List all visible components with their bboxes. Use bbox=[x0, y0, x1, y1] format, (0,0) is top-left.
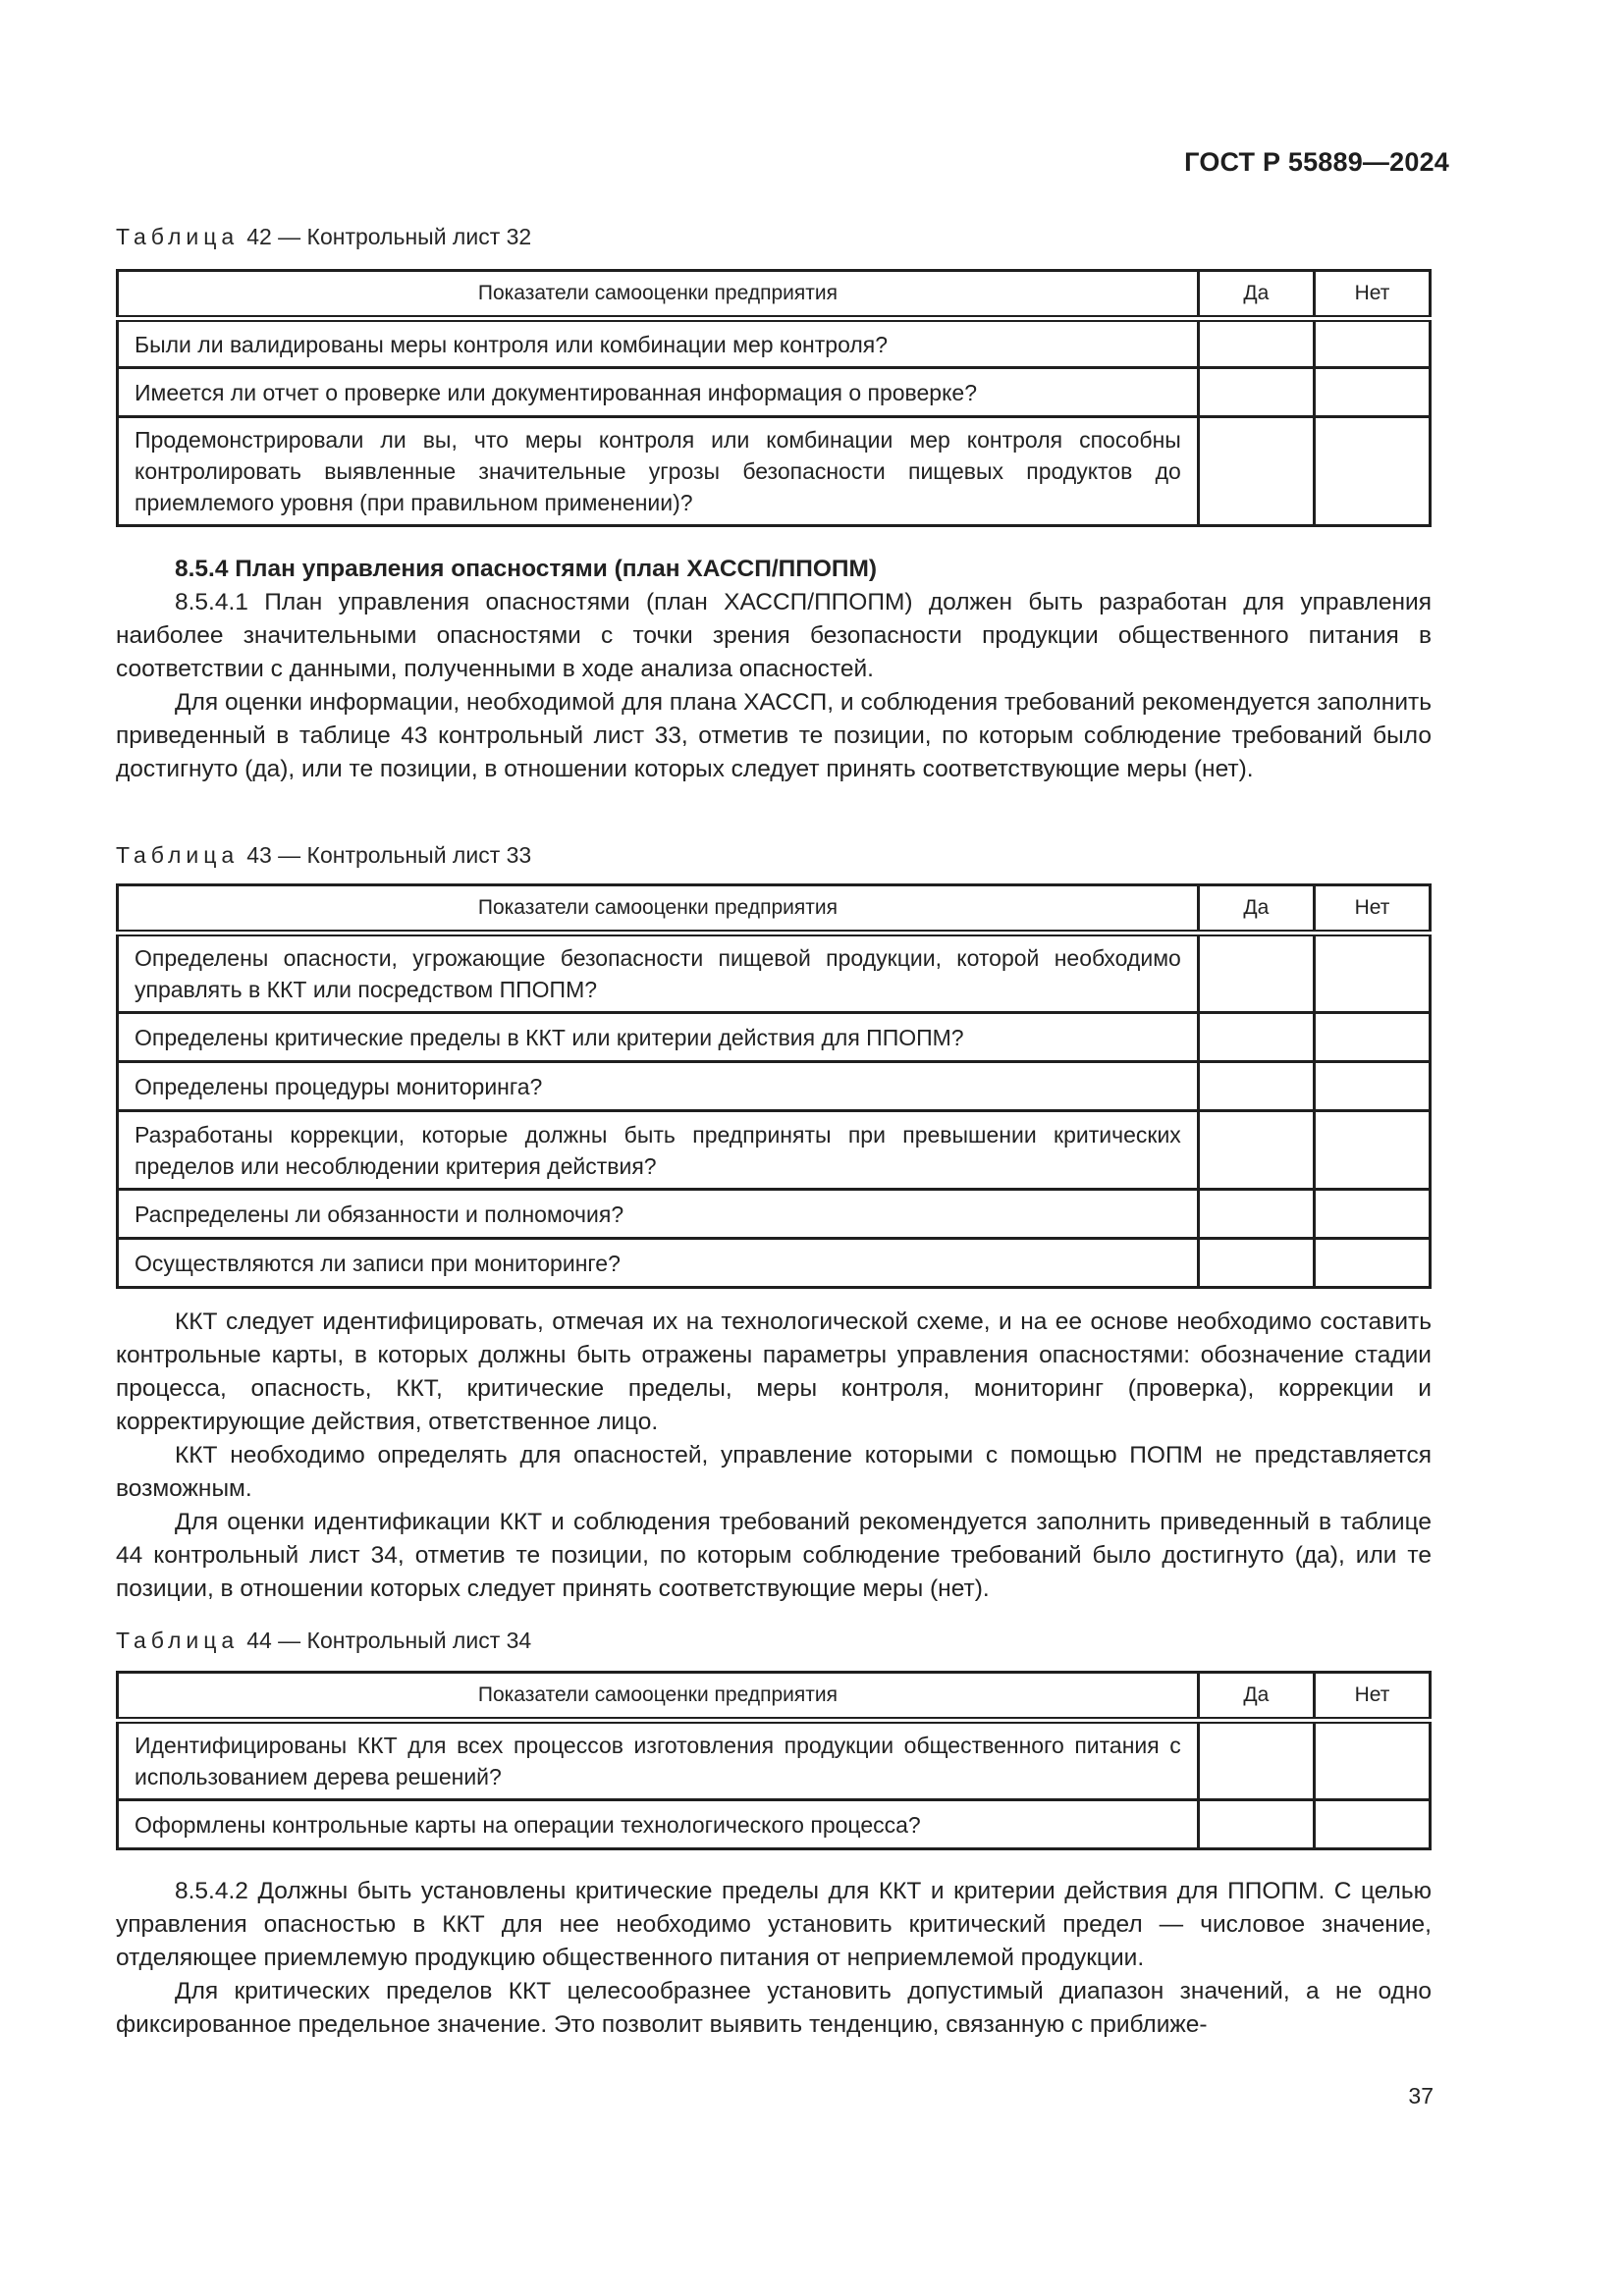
no-checkbox-cell[interactable] bbox=[1314, 1013, 1430, 1062]
column-header-yes: Да bbox=[1198, 885, 1314, 934]
no-checkbox-cell[interactable] bbox=[1314, 1062, 1430, 1111]
question-cell: Оформлены контрольные карты на операции технологического процесса? bbox=[118, 1800, 1199, 1849]
yes-checkbox-cell[interactable] bbox=[1198, 1013, 1314, 1062]
no-checkbox-cell[interactable] bbox=[1314, 319, 1430, 368]
column-header-indicators: Показатели самооценки предприятия bbox=[118, 1673, 1199, 1721]
yes-checkbox-cell[interactable] bbox=[1198, 934, 1314, 1013]
table-row bbox=[118, 1111, 1431, 1190]
table-row bbox=[118, 1190, 1431, 1239]
paragraph: Для оценки идентификации ККТ и соблюдения требований рекомендуется заполнить приведенный в таблице 44 контрольный лист 34, отметив те позиции, по которым соблюдение требований было достигнуто (да), или те позиции, в отношении которых следует принять соответствующие меры (нет). bbox=[116, 1509, 1432, 1602]
table-row bbox=[118, 368, 1431, 417]
paragraph: 8.5.4.2 Должны быть установлены критические пределы для ККТ и критерии действия для ППОПМ. С целью управления опасностью в ККТ для нее необходимо установить критический предел — числовое значение, отделяющее приемлемую продукцию общественного питания от неприемлемой продукции. bbox=[116, 1878, 1432, 1971]
table-row bbox=[118, 319, 1431, 368]
table-caption-word: Таблица bbox=[116, 1628, 240, 1653]
paragraph: Для оценки информации, необходимой для плана ХАССП, и соблюдения требований рекомендуется заполнить приведенный в таблице 43 контрольный лист 33, отметив те позиции, по которым соблюдение требований было достигнуто (да), или те позиции, в отношении которых следует принять соответствующие меры (нет). bbox=[116, 689, 1432, 782]
table-row bbox=[118, 1062, 1431, 1111]
yes-checkbox-cell[interactable] bbox=[1198, 319, 1314, 368]
table-row bbox=[118, 417, 1431, 526]
column-header-no: Нет bbox=[1314, 271, 1430, 319]
checklist-table-44 bbox=[116, 1671, 1432, 1850]
question-cell: Распределены ли обязанности и полномочия? bbox=[118, 1190, 1199, 1239]
section-kkt-text bbox=[116, 1306, 1432, 1606]
yes-checkbox-cell[interactable] bbox=[1198, 417, 1314, 526]
column-header-indicators: Показатели самооценки предприятия bbox=[118, 271, 1199, 319]
column-header-no: Нет bbox=[1314, 1673, 1430, 1721]
yes-checkbox-cell[interactable] bbox=[1198, 1239, 1314, 1288]
paragraph: Для критических пределов ККТ целесообразнее установить допустимый диапазон значений, а не одно фиксированное предельное значение. Это позволит выявить тенденцию, связанную с приближе- bbox=[116, 1978, 1432, 2038]
question-cell: Разработаны коррекции, которые должны быть предприняты при превышении критических пределов или несоблюдении критерия действия? bbox=[118, 1111, 1199, 1190]
column-header-indicators: Показатели самооценки предприятия bbox=[118, 885, 1199, 934]
question-cell: Идентифицированы ККТ для всех процессов изготовления продукции общественного питания с использованием дерева решений? bbox=[118, 1721, 1199, 1800]
question-cell: Определены критические пределы в ККТ или критерии действия для ППОПМ? bbox=[118, 1013, 1199, 1062]
no-checkbox-cell[interactable] bbox=[1314, 1190, 1430, 1239]
yes-checkbox-cell[interactable] bbox=[1198, 1800, 1314, 1849]
table-caption-word: Таблица bbox=[116, 224, 240, 249]
no-checkbox-cell[interactable] bbox=[1314, 1721, 1430, 1800]
question-cell: Были ли валидированы меры контроля или комбинации мер контроля? bbox=[118, 319, 1199, 368]
table-header-row bbox=[118, 1673, 1431, 1721]
paragraph: 8.5.4.1 План управления опасностями (план ХАССП/ППОПМ) должен быть разработан для управления наиболее значительными опасностями с точки зрения безопасности продукции общественного питания в соответствии с данными, полученными в ходе анализа опасностей. bbox=[116, 589, 1432, 682]
table-row bbox=[118, 1013, 1431, 1062]
table-caption-title: 44 — Контрольный лист 34 bbox=[246, 1628, 532, 1653]
no-checkbox-cell[interactable] bbox=[1314, 1239, 1430, 1288]
table-caption-word: Таблица bbox=[116, 842, 240, 868]
document-code: ГОСТ Р 55889—2024 bbox=[1184, 147, 1449, 177]
table-43-caption bbox=[116, 842, 531, 869]
table-header-row bbox=[118, 885, 1431, 934]
table-row bbox=[118, 934, 1431, 1013]
table-caption-title: 42 — Контрольный лист 32 bbox=[246, 224, 532, 249]
no-checkbox-cell[interactable] bbox=[1314, 934, 1430, 1013]
paragraph: ККТ следует идентифицировать, отмечая их на технологической схеме, и на ее основе необходимо составить контрольные карты, в которых должны быть отражены параметры управления опасностями: обозначение стадии процесса, опасность, ККТ, критические пределы, меры контроля, мониторинг (проверка), коррекции и корректирующие действия, ответственное лицо. bbox=[116, 1308, 1432, 1435]
table-header-row bbox=[118, 271, 1431, 319]
checklist-table-42 bbox=[116, 269, 1432, 527]
table-row bbox=[118, 1800, 1431, 1849]
question-cell: Определены процедуры мониторинга? bbox=[118, 1062, 1199, 1111]
yes-checkbox-cell[interactable] bbox=[1198, 1111, 1314, 1190]
no-checkbox-cell[interactable] bbox=[1314, 417, 1430, 526]
question-cell: Продемонстрировали ли вы, что меры контроля или комбинации мер контроля способны контролировать выявленные значительные угрозы безопасности пищевых продуктов до приемлемого уровня (при правильном применении)? bbox=[118, 417, 1199, 526]
yes-checkbox-cell[interactable] bbox=[1198, 1721, 1314, 1800]
table-44-caption bbox=[116, 1628, 531, 1654]
section-8-5-4-2 bbox=[116, 1875, 1432, 2042]
yes-checkbox-cell[interactable] bbox=[1198, 1190, 1314, 1239]
question-cell: Определены опасности, угрожающие безопасности пищевой продукции, которой необходимо управлять в ККТ или посредством ППОПМ? bbox=[118, 934, 1199, 1013]
table-row bbox=[118, 1721, 1431, 1800]
question-cell: Имеется ли отчет о проверке или документированная информация о проверке? bbox=[118, 368, 1199, 417]
page-number: 37 bbox=[1408, 2083, 1434, 2109]
section-heading: 8.5.4 План управления опасностями (план ХАССП/ППОПМ) bbox=[175, 556, 878, 582]
column-header-yes: Да bbox=[1198, 271, 1314, 319]
column-header-yes: Да bbox=[1198, 1673, 1314, 1721]
section-8-5-4 bbox=[116, 553, 1432, 786]
checklist-table-43 bbox=[116, 883, 1432, 1289]
yes-checkbox-cell[interactable] bbox=[1198, 1062, 1314, 1111]
yes-checkbox-cell[interactable] bbox=[1198, 368, 1314, 417]
no-checkbox-cell[interactable] bbox=[1314, 1800, 1430, 1849]
table-42-caption bbox=[116, 224, 531, 250]
column-header-no: Нет bbox=[1314, 885, 1430, 934]
no-checkbox-cell[interactable] bbox=[1314, 368, 1430, 417]
no-checkbox-cell[interactable] bbox=[1314, 1111, 1430, 1190]
table-caption-title: 43 — Контрольный лист 33 bbox=[246, 842, 532, 868]
paragraph: ККТ необходимо определять для опасностей, управление которыми с помощью ПОПМ не представляется возможным. bbox=[116, 1442, 1432, 1502]
table-row bbox=[118, 1239, 1431, 1288]
question-cell: Осуществляются ли записи при мониторинге? bbox=[118, 1239, 1199, 1288]
